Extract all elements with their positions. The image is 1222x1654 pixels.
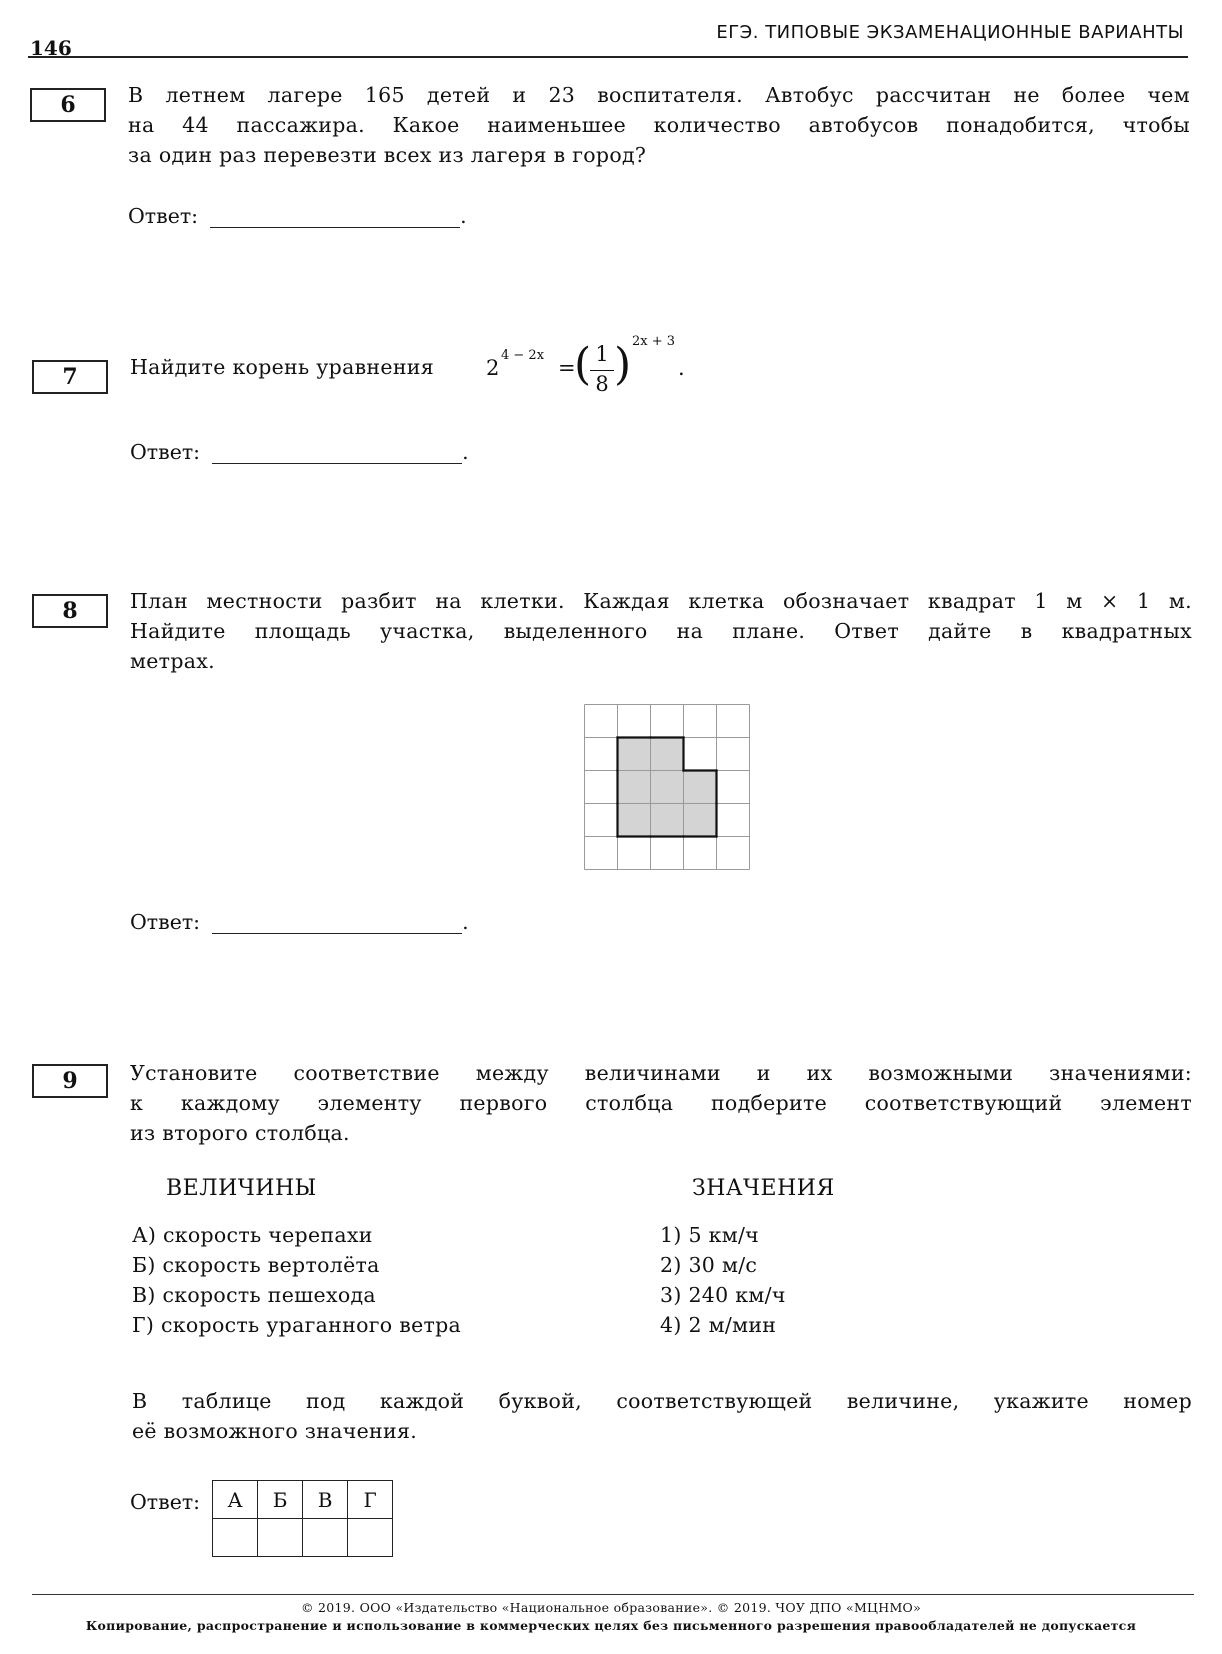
task-7-answer-label: Ответ: [130, 440, 201, 464]
task-6-answer-label: Ответ: [128, 204, 199, 228]
answer-table [212, 1480, 393, 1557]
task-7-equation [486, 334, 686, 404]
task-8-answer-field[interactable] [212, 911, 462, 934]
value-item: 3) 240 км/ч [660, 1283, 786, 1307]
shaded-cell [618, 804, 651, 837]
task-9-number: 9 [62, 1068, 78, 1094]
series-title: ЕГЭ. ТИПОВЫЕ ЭКЗАМЕНАЦИОННЫЕ ВАРИАНТЫ [716, 22, 1184, 43]
task-9-answer-label: Ответ: [130, 1490, 201, 1514]
answer-table-header-a: А [213, 1481, 258, 1519]
instruction-line-2: её возможного значения. [132, 1419, 418, 1443]
quantity-item: А) скорость черепахи [132, 1223, 373, 1247]
eq-base-exponent: 4 − 2x [501, 348, 545, 363]
task-8-text [130, 586, 1192, 676]
footer-copyright: © 2019. ООО «Издательство «Национальное образование». © 2019. ЧОУ ДПО «МЦНМО» [300, 1600, 922, 1615]
eq-frac-bar [590, 370, 614, 371]
instruction-line-1: В таблице под каждой буквой, соответствующей величине, укажите номер [132, 1389, 1192, 1413]
eq-paren-right: ) [614, 339, 632, 390]
task-8-line-1: План местности разбит на клетки. Каждая клетка обозначает квадрат 1 м × 1 м. [130, 589, 1192, 613]
task-7-number: 7 [62, 364, 78, 390]
task-8-line-3: метрах. [130, 649, 215, 673]
task-7-number-box [32, 360, 108, 394]
answer-table-header-b: Б [258, 1481, 303, 1519]
task-9-line-1: Установите соответствие между величинами и их возможными значениями: [130, 1061, 1192, 1085]
task-8-answer: Ответ: . [130, 910, 469, 934]
answer-cell-v[interactable] [303, 1519, 348, 1557]
footer-notice: Копирование, распространение и использование в коммерческих целях без письменного разрешения правообладателей не допускается [85, 1618, 1137, 1633]
quantity-item: В) скорость пешехода [132, 1283, 376, 1307]
eq-frac-num: 1 [595, 342, 609, 366]
values-title: ЗНАЧЕНИЯ [692, 1176, 835, 1201]
task-6-line-3: за один раз перевезти всех из лагеря в город? [128, 143, 647, 167]
value-item: 2) 30 м/с [660, 1253, 758, 1277]
shaded-cell [651, 804, 684, 837]
values-list [660, 1220, 786, 1340]
task-9-instruction [132, 1386, 1192, 1446]
quantity-item: Г) скорость ураганного ветра [132, 1313, 462, 1337]
task-6-line-1: В летнем лагере 165 детей и 23 воспитателя. Автобус рассчитан не более чем [128, 83, 1190, 107]
page-number: 146 [30, 36, 72, 60]
task-9-text [130, 1058, 1192, 1148]
task-8-number: 8 [62, 598, 78, 624]
task-6-answer-field[interactable] [210, 205, 460, 228]
quantities-list [132, 1220, 461, 1340]
footer-rule [32, 1594, 1194, 1595]
shaded-cell [684, 771, 717, 804]
task-9-number-box [32, 1064, 108, 1098]
task-9-line-2: к каждому элементу первого столбца подберите соответствующий элемент [130, 1091, 1192, 1115]
answer-cell-a[interactable] [213, 1519, 258, 1557]
quantities-title: ВЕЛИЧИНЫ [166, 1176, 317, 1201]
eq-rhs-exponent: 2x + 3 [632, 334, 676, 349]
task-7-answer-field[interactable] [212, 441, 462, 464]
task-6-text [128, 80, 1190, 170]
answer-table-header-v: В [303, 1481, 348, 1519]
eq-base: 2 [486, 356, 500, 380]
eq-equals: = [558, 356, 576, 380]
task-9-line-3: из второго столбца. [130, 1121, 350, 1145]
value-item: 4) 2 м/мин [660, 1313, 777, 1337]
task-8-answer-label: Ответ: [130, 910, 201, 934]
answer-table-header-g: Г [348, 1481, 393, 1519]
value-item: 1) 5 км/ч [660, 1223, 760, 1247]
task-8-number-box [32, 594, 108, 628]
shaded-cell [651, 738, 684, 771]
answer-cell-b[interactable] [258, 1519, 303, 1557]
shaded-cell [651, 771, 684, 804]
quantity-item: Б) скорость вертолёта [132, 1253, 380, 1277]
shaded-cell [618, 738, 651, 771]
eq-paren-left: ( [574, 339, 592, 390]
eq-frac-den: 8 [595, 372, 609, 396]
task-7-answer: Ответ: . [130, 440, 469, 464]
task-8-line-2: Найдите площадь участка, выделенного на плане. Ответ дайте в квадратных [130, 619, 1192, 643]
task-6-number: 6 [60, 92, 76, 118]
header-rule [28, 56, 1188, 58]
task-6-number-box [30, 88, 106, 122]
task-9-answer [130, 1480, 393, 1557]
task-6-answer: Ответ: . [128, 204, 467, 228]
answer-cell-g[interactable] [348, 1519, 393, 1557]
task-6-line-2: на 44 пассажира. Какое наименьшее количество автобусов понадобится, чтобы [128, 113, 1190, 137]
task-7-prompt: Найдите корень уравнения [130, 355, 434, 379]
eq-end-period: . [678, 356, 685, 380]
shaded-cell [618, 771, 651, 804]
shaded-cell [684, 804, 717, 837]
plan-grid [584, 704, 750, 870]
